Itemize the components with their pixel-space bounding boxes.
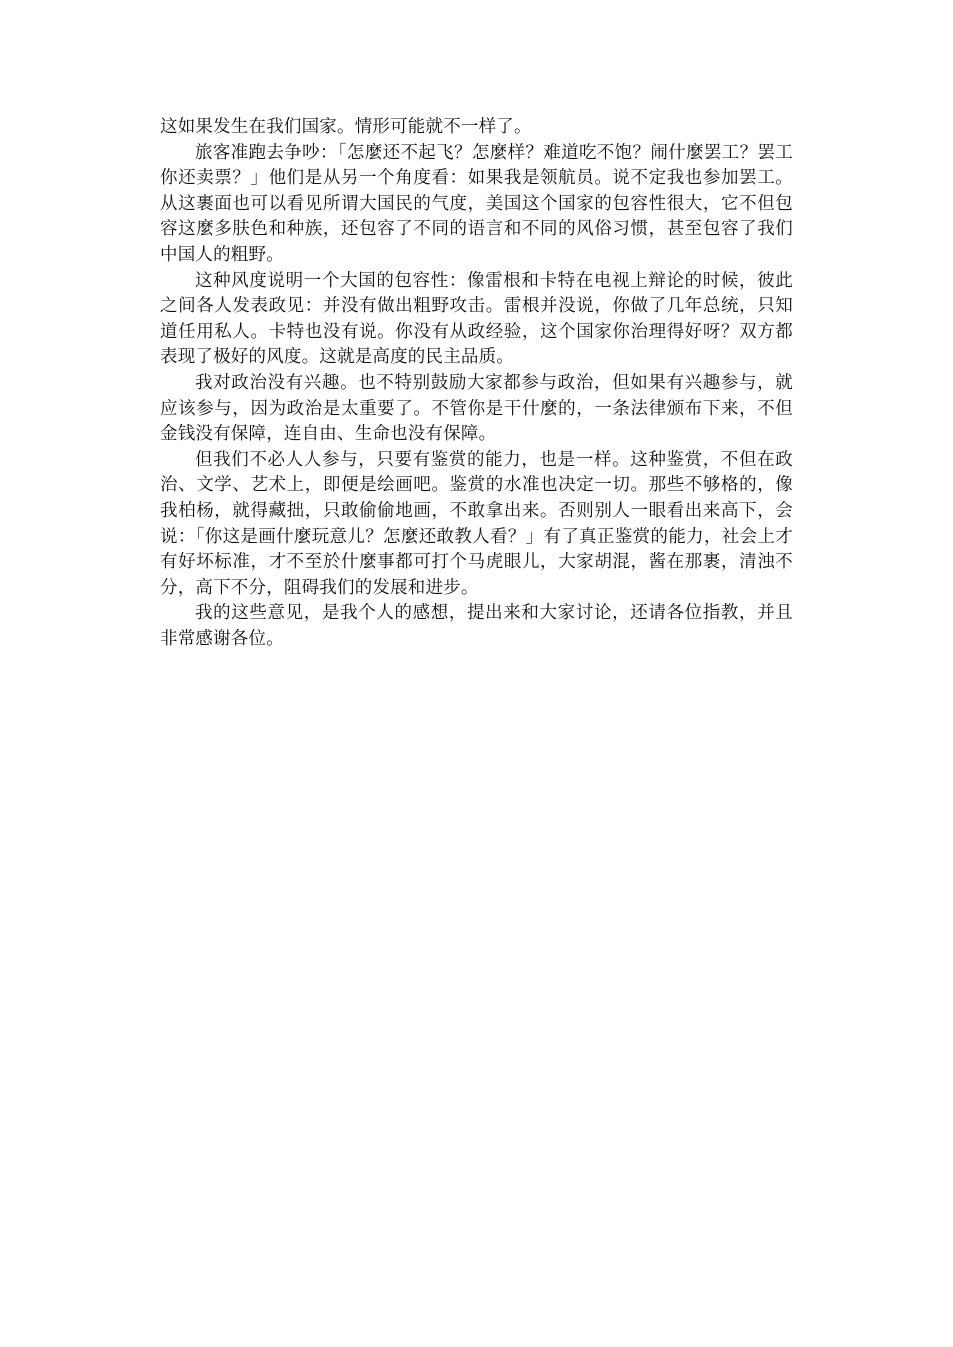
paragraph-1: 这如果发生在我们国家。情形可能就不一样了。 [160,117,532,137]
document-page [160,115,793,652]
paragraph-4: 我对政治没有兴趣。也不特别鼓励大家都参与政治，但如果有兴趣参与，就应该参与，因为政治是太重要了。不管你是干什麼的，一条法律颁布下来，不但金钱没有保障，连自由、生命也没有保障。 [160,372,793,445]
paragraph-2: 旅客准跑去争吵：「怎麼还不起飞？怎麼样？难道吃不饱？闹什麼罢工？罢工你还卖票？」他们是从另一个角度看：如果我是领航员。说不定我也参加罢工。从这裹面也可以看见所谓大国民的气度，美国这个国家的包容性很大，它不但包容这麼多肤色和种族，还包容了不同的语言和不同的风俗习惯，甚至包容了我们中国人的粗野。 [160,142,793,265]
paragraph-3: 这种风度说明一个大国的包容性：像雷根和卡特在电视上辩论的时候，彼此之间各人发表政见：并没有做出粗野攻击。雷根并没说，你做了几年总统，只知道任用私人。卡特也没有说。你没有从政经验，这个国家你治理得好呀？双方都表现了极好的风度。这就是高度的民主品质。 [160,270,793,368]
paragraph-5: 但我们不必人人参与，只要有鉴赏的能力，也是一样。这种鉴赏，不但在政治、文学、艺术上，即便是绘画吧。鉴赏的水准也决定一切。那些不够格的，像我柏杨，就得藏拙，只敢偷偷地画，不敢拿出来。否则别人一眼看出来高下，会说：「你这是画什麼玩意儿？怎麼还敢教人看？」有了真正鉴赏的能力，社会上才有好坏标准，才不至於什麼事都可打个马虎眼儿，大家胡混，酱在那裹，清浊不分，高下不分，阻碍我们的发展和进步。 [160,449,793,598]
paragraph-6: 我的这些意见，是我个人的感想，提出来和大家讨论，还请各位指教，并且非常感谢各位。 [160,603,793,649]
